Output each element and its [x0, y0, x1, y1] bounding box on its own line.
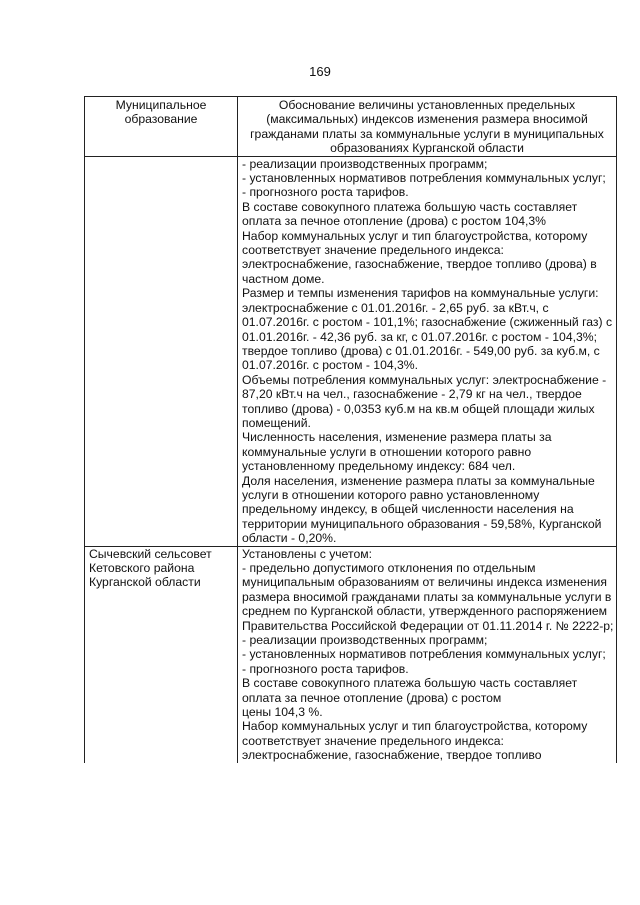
justification-line: Набор коммунальных услуг и тип благоустройства, которому соответствует значение предельного индекса: электроснабжение, газоснабжение, твердое топливо (дрова) в частном доме. [242, 228, 597, 286]
header-justification: Обоснование величины установленных предельных (максимальных) индексов изменения размера вносимой гражданами платы за коммунальные услуги в муниципальных образованиях Курганской области [238, 97, 617, 157]
justification-line: Численность населения, изменение размера платы за коммунальные услуги в отношении которого равно установленному предельному индексу: 684 чел. [242, 430, 552, 474]
justification-line: - реализации производственных программ; [242, 156, 488, 171]
justification-line: В составе совокупного платежа большую часть составляет оплата за печное отопление (дрова) с ростом [242, 676, 578, 705]
page-number: 169 [309, 64, 331, 79]
justification-line: - реализации производственных программ; [242, 633, 488, 648]
justification-line: цены 104,3 %. [242, 705, 323, 720]
justification-cell [238, 156, 617, 546]
municipality-cell [85, 156, 238, 546]
justification-line: Размер и темпы изменения тарифов на коммунальные услуги: [242, 286, 599, 301]
header-municipality: Муниципальное образование [85, 97, 238, 157]
table-row [85, 546, 617, 763]
table-row [85, 156, 617, 546]
table-header-row [85, 97, 617, 157]
justification-line: Объемы потребления коммунальных услуг: электроснабжение - 87,20 кВт.ч на чел., газоснабжение - 2,79 кг на чел., твердое топливо (дрова) - 0,0353 куб.м на кв.м общей площади жилых помещений. [242, 372, 607, 430]
justification-line: электроснабжение с 01.01.2016г. - 2,65 руб. за кВт.ч, с 01.07.2016г. с ростом - 101,1%; газоснабжение (сжиженный газ) с 01.01.2016г. - 42,36 руб. за кг, с 01.07.2016г. с ростом - 104,3%; твердое топливо (дрова) с 01.01.2016г. - 549,00 руб. за куб.м, с 01.07.2016г. с ростом - 104,3%. [242, 300, 613, 373]
justification-line: Набор коммунальных услуг и тип благоустройства, которому соответствует значение предельного индекса: электроснабжение, газоснабжение, твердое топливо [242, 719, 588, 763]
justification-line: В составе совокупного платежа большую часть составляет оплата за печное отопление (дрова) с ростом 104,3% [242, 199, 578, 229]
justification-line: - установленных нормативов потребления коммунальных услуг; [242, 171, 606, 186]
tariff-justification-table [84, 96, 617, 763]
justification-line: - предельно допустимого отклонения по отдельным муниципальным образованиям от величины индекса изменения размера вносимой гражданами платы за коммунальные услуги в среднем по Курганской области, утвержденного распоряжением Правительства Российской Федерации от 01.11.2014 г. № 2222-р; [242, 561, 614, 633]
justification-cell [238, 546, 617, 763]
justification-line: Установлены с учетом: [242, 546, 372, 561]
justification-line: - прогнозного роста тарифов. [242, 185, 409, 200]
justification-line: - установленных нормативов потребления коммунальных услуг; [242, 647, 606, 662]
justification-line: Доля населения, изменение размера платы за коммунальные услуги в отношении которого равно установленному предельному индексу, в общей численности населения на территории муниципального образования - 59,58%, Курганской области - 0,20%. [242, 473, 602, 546]
justification-line: - прогнозного роста тарифов. [242, 661, 409, 676]
municipality-cell: Сычевский сельсовет Кетовского района Курганской области [85, 546, 238, 763]
